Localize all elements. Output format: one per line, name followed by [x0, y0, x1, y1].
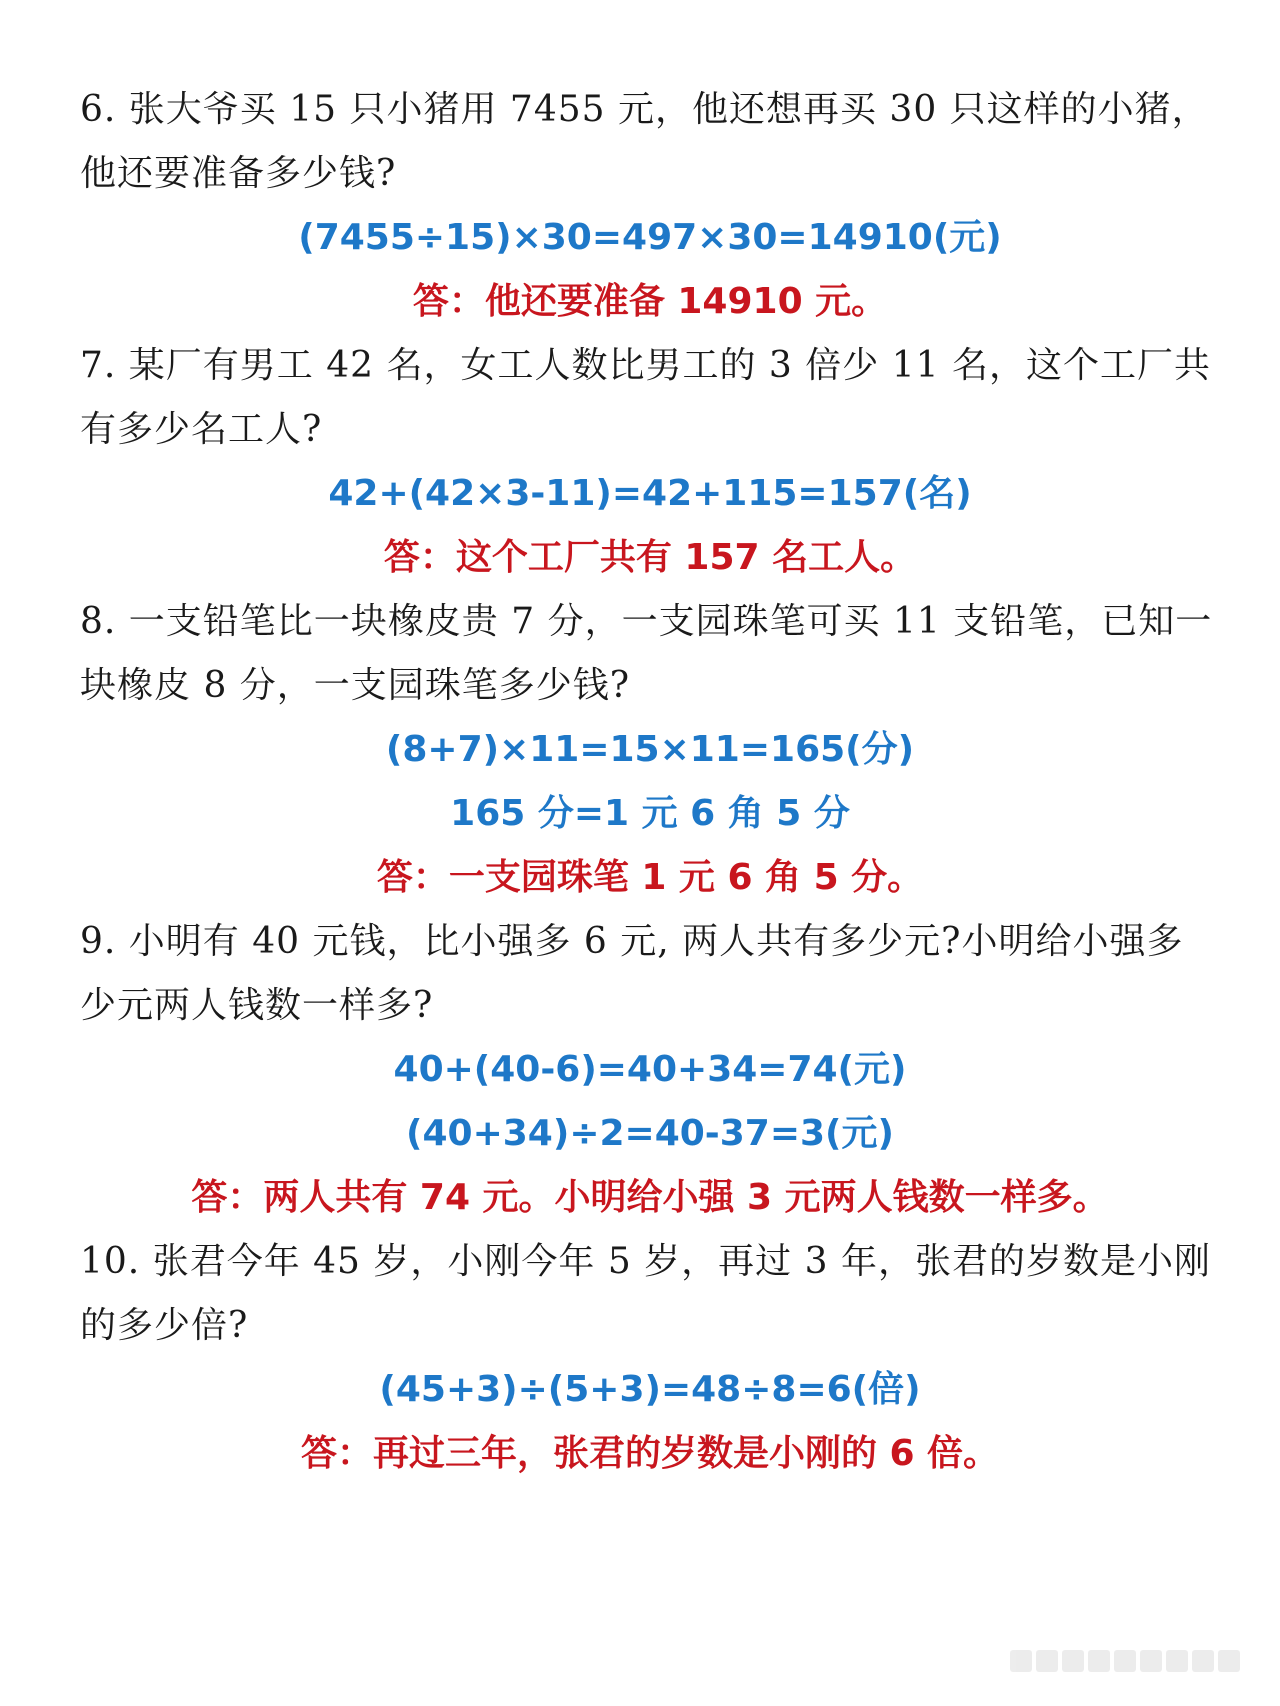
problem-question: 8. 一支铅笔比一块橡皮贵 7 分，一支园珠笔可买 11 支铅笔，已知一块橡皮 8 分，一支园珠笔多少钱? [80, 601, 1213, 706]
watermark-glyph [1010, 1650, 1032, 1672]
problem-6 [80, 78, 1220, 334]
problem-9 [80, 910, 1220, 1230]
solution-formula: (7455÷15)×30=497×30=14910(元) [298, 217, 1002, 258]
solution-formula: 165 分=1 元 6 角 5 分 [450, 793, 850, 834]
solution-formula: 40+(40-6)=40+34=74(元) [393, 1049, 907, 1090]
watermark-glyph [1062, 1650, 1084, 1672]
worksheet-content [80, 78, 1220, 1486]
watermark-glyph [1088, 1650, 1110, 1672]
solution-formula: (8+7)×11=15×11=165(分) [385, 729, 915, 770]
watermark-glyph [1166, 1650, 1188, 1672]
problem-8 [80, 590, 1220, 910]
problem-question: 7. 某厂有男工 42 名，女工人数比男工的 3 倍少 11 名，这个工厂共有多少名工人? [80, 345, 1211, 450]
solution-formula: (45+3)÷(5+3)=48÷8=6(倍) [379, 1369, 921, 1410]
watermark-glyph [1036, 1650, 1058, 1672]
watermark-glyph [1218, 1650, 1240, 1672]
problem-10 [80, 1230, 1220, 1486]
problem-answer: 答：一支园珠笔 1 元 6 角 5 分。 [376, 857, 924, 898]
solution-formula: 42+(42×3-11)=42+115=157(名) [328, 473, 972, 514]
watermark-glyph [1140, 1650, 1162, 1672]
problem-answer: 答：他还要准备 14910 元。 [412, 281, 888, 322]
problem-question: 6. 张大爷买 15 只小猪用 7455 元，他还想再买 30 只这样的小猪，他还要准备多少钱? [80, 89, 1209, 194]
problem-question: 9. 小明有 40 元钱，比小强多 6 元, 两人共有多少元?小明给小强多少元两人钱数一样多? [80, 921, 1184, 1026]
problem-answer: 答：再过三年，张君的岁数是小刚的 6 倍。 [300, 1433, 1000, 1474]
problem-answer: 答：这个工厂共有 157 名工人。 [383, 537, 917, 578]
watermark [940, 1644, 1240, 1678]
problem-question: 10. 张君今年 45 岁，小刚今年 5 岁，再过 3 年，张君的岁数是小刚的多少倍? [80, 1241, 1211, 1346]
problem-7 [80, 334, 1220, 590]
solution-formula: (40+34)÷2=40-37=3(元) [406, 1113, 894, 1154]
problem-answer: 答：两人共有 74 元。小明给小强 3 元两人钱数一样多。 [191, 1177, 1109, 1218]
watermark-glyph [1192, 1650, 1214, 1672]
watermark-glyph [1114, 1650, 1136, 1672]
